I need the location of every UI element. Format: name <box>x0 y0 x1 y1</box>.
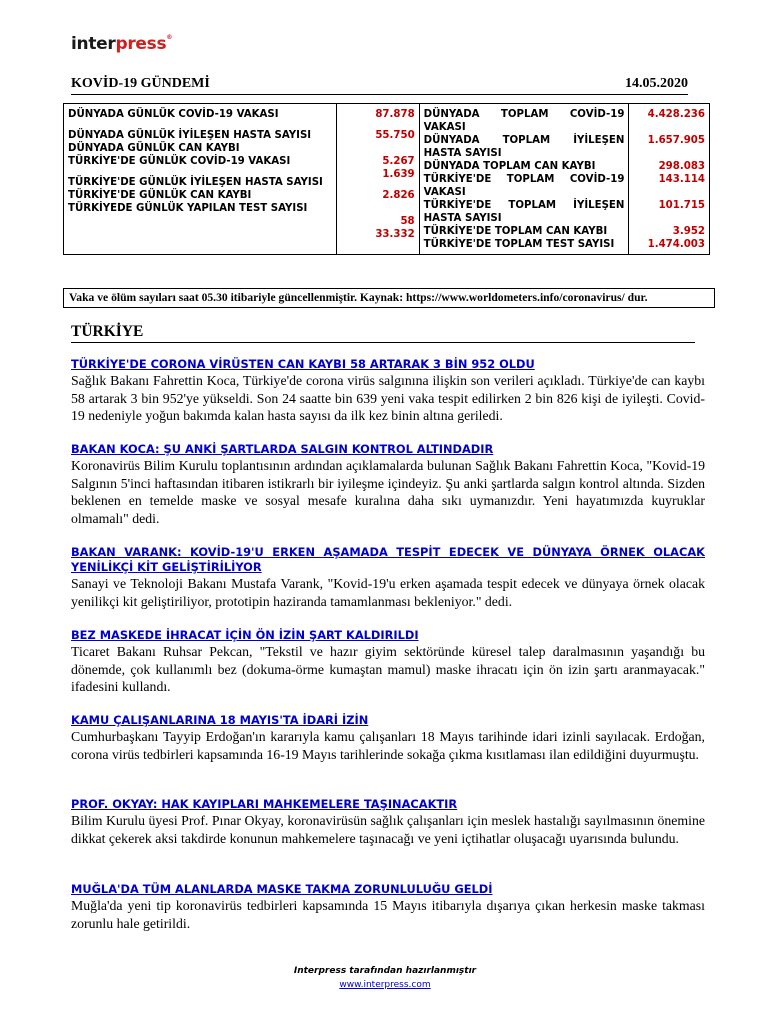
stat-label: TÜRKİYE'DE TOPLAM CAN KAYBI <box>423 226 608 237</box>
section-divider <box>71 342 695 343</box>
news-item <box>71 713 705 763</box>
logo-registered-mark: ® <box>166 34 173 41</box>
news-item <box>71 797 705 847</box>
footer-link[interactable]: www.interpress.com <box>339 980 431 990</box>
stat-label: TÜRKİYE'DE TOPLAM COVİD-19 VAKASI <box>423 174 625 198</box>
news-item <box>71 357 705 425</box>
stat-value: 1.474.003 <box>647 239 705 250</box>
news-title-link[interactable]: BAKAN VARANK: KOVİD-19'U ERKEN AŞAMADA TESPİT EDECEK VE DÜNYAYA ÖRNEK OLACAK YENİLİKÇİ KİT GELİŞTİRİLİYOR <box>71 545 705 574</box>
stat-label: TÜRKİYE'DE GÜNLÜK COVİD-19 VAKASI <box>68 156 291 167</box>
stat-value: 298.083 <box>658 161 705 172</box>
news-item <box>71 882 705 932</box>
stat-label: TÜRKİYEDE GÜNLÜK YAPILAN TEST SAYISI <box>68 203 308 214</box>
report-date: 14.05.2020 <box>625 76 688 91</box>
total-values-cell <box>629 104 710 255</box>
page-title: KOVİD-19 GÜNDEMİ <box>71 76 210 91</box>
news-body: Sanayi ve Teknoloji Bakanı Mustafa Varank, "Kovid-19'u erken aşamada tespit edecek ve dünyaya örnek olacak yenilikçi kit geliştiriliyor, prototipin haziranda tamamlanması bekleniyor." dedi. <box>71 576 705 609</box>
stat-label: DÜNYADA TOPLAM CAN KAYBI <box>423 161 596 172</box>
news-body: Sağlık Bakanı Fahrettin Koca, Türkiye'de corona virüs salgınına ilişkin son verileri açıkladı. Türkiye'de can kaybı 58 artarak 3 bin 952'ye yükseldi. Son 24 saatte bin 639 yeni vaka tespit edilirken 2 bin 826 kişi de iyileşti. Covid-19 nedeniyle yoğun bakımda kalan hasta sayısı da ilk kez binin altına geriledi. <box>71 373 705 423</box>
source-note: Vaka ve ölüm sayıları saat 05.30 itibariyle güncellenmiştir. Kaynak: https://www.worldometers.info/coronavirus/ dur. <box>63 288 715 308</box>
stat-value: 4.428.236 <box>647 109 705 120</box>
daily-values-cell <box>336 104 419 255</box>
news-body: Koronavirüs Bilim Kurulu toplantısının ardından açıklamalarda bulunan Sağlık Bakanı Fahrettin Koca, "Kovid-19 Salgının 5'inci haftasından itibaren istikrarlı bir iyileşme içindeyiz. Şu anki şartlarda salgın kontrol altında. Sizden beklenen en temelde maske ve sosyal mesafe kuralına daha sıkı uymanızdır. Yeni hayatımızda kuyruklar olmamalı" dedi. <box>71 458 705 526</box>
news-item <box>71 628 705 696</box>
total-labels-cell <box>419 104 629 255</box>
stats-table <box>63 103 710 255</box>
header-divider <box>71 94 688 95</box>
news-title-link[interactable]: BAKAN KOCA: ŞU ANKİ ŞARTLARDA SALGIN KONTROL ALTINDADIR <box>71 442 494 456</box>
news-item <box>71 545 705 610</box>
stat-label: DÜNYADA GÜNLÜK CAN KAYBI <box>68 143 240 154</box>
stat-value: 2.826 <box>382 190 415 201</box>
stat-value: 1.639 <box>382 169 415 180</box>
stat-value: 1.657.905 <box>647 135 705 146</box>
interpress-logo <box>71 34 172 54</box>
stat-value: 143.114 <box>658 174 705 185</box>
stat-value: 87.878 <box>375 109 415 120</box>
stat-value: 55.750 <box>375 130 415 141</box>
footer-credit: Interpress tarafından hazırlanmıştır <box>293 966 477 976</box>
stat-label: TÜRKİYE'DE GÜNLÜK İYİLEŞEN HASTA SAYISI <box>68 177 323 188</box>
stat-label: TÜRKİYE'DE TOPLAM İYİLEŞEN HASTA SAYISI <box>423 200 625 224</box>
news-title-link[interactable]: PROF. OKYAY: HAK KAYIPLARI MAHKEMELERE TAŞINACAKTIR <box>71 797 458 811</box>
section-title: TÜRKİYE <box>71 323 144 340</box>
stat-label: DÜNYADA GÜNLÜK COVİD-19 VAKASI <box>68 109 279 120</box>
stat-value: 3.952 <box>672 226 705 237</box>
stat-value: 58 <box>400 216 415 227</box>
stat-value: 33.332 <box>375 229 415 240</box>
stat-label: DÜNYADA TOPLAM COVİD-19 VAKASI <box>423 109 625 133</box>
stat-value: 5.267 <box>382 156 415 167</box>
news-item <box>71 442 705 527</box>
stat-label: TÜRKİYE'DE GÜNLÜK CAN KAYBI <box>68 190 252 201</box>
stat-label: TÜRKİYE'DE TOPLAM TEST SAYISI <box>423 239 615 250</box>
logo-text-press: press <box>115 34 167 54</box>
news-title-link[interactable]: KAMU ÇALIŞANLARINA 18 MAYIS'TA İDARİ İZİN <box>71 713 369 727</box>
logo-text-inter: inter <box>71 34 116 54</box>
stats-row <box>64 104 710 255</box>
news-title-link[interactable]: MUĞLA'DA TÜM ALANLARDA MASKE TAKMA ZORUNLULUĞU GELDİ <box>71 882 493 896</box>
news-body: Bilim Kurulu üyesi Prof. Pınar Okyay, koronavirüsün sağlık çalışanları için meslek hastalığı sayılmasının önemine dikkat çekerek aksi takdirde konunun mahkemelere taşınacağı ve yeni içtihatlar oluşacağı uyarısında bulundu. <box>71 813 705 846</box>
daily-labels-cell <box>64 104 337 255</box>
news-title-link[interactable]: BEZ MASKEDE İHRACAT İÇİN ÖN İZİN ŞART KALDIRILDI <box>71 628 419 642</box>
news-body: Muğla'da yeni tip koronavirüs tedbirleri kapsamında 15 Mayıs itibarıyla dışarıya çıkan herkesin maske takması zorunlu hale getirildi. <box>71 898 705 931</box>
stat-label: DÜNYADA GÜNLÜK İYİLEŞEN HASTA SAYISI <box>68 130 312 141</box>
news-body: Ticaret Bakanı Ruhsar Pekcan, "Tekstil ve hazır giyim sektöründe küresel talep daralmasının yaşandığı bu dönemde, çok kullanımlı bez (dokuma-örme kumaştan mamul) maske ihracatı için ön izin şartı aranmayacak." ifadesini kullandı. <box>71 644 705 694</box>
stat-label: DÜNYADA TOPLAM İYİLEŞEN HASTA SAYISI <box>423 135 625 159</box>
news-body: Cumhurbaşkanı Tayyip Erdoğan'ın kararıyla kamu çalışanları 18 Mayıs tarihinde idari izinli sayılacak. Erdoğan, corona virüs tedbirleri kapsamında 16-19 Mayıs tarihlerinde sokağa çıkma kısıtlaması ilan edildiğini duyurmuştu. <box>71 729 705 762</box>
news-title-link[interactable]: TÜRKİYE'DE CORONA VİRÜSTEN CAN KAYBI 58 ARTARAK 3 BİN 952 OLDU <box>71 357 535 371</box>
stat-value: 101.715 <box>658 200 705 211</box>
